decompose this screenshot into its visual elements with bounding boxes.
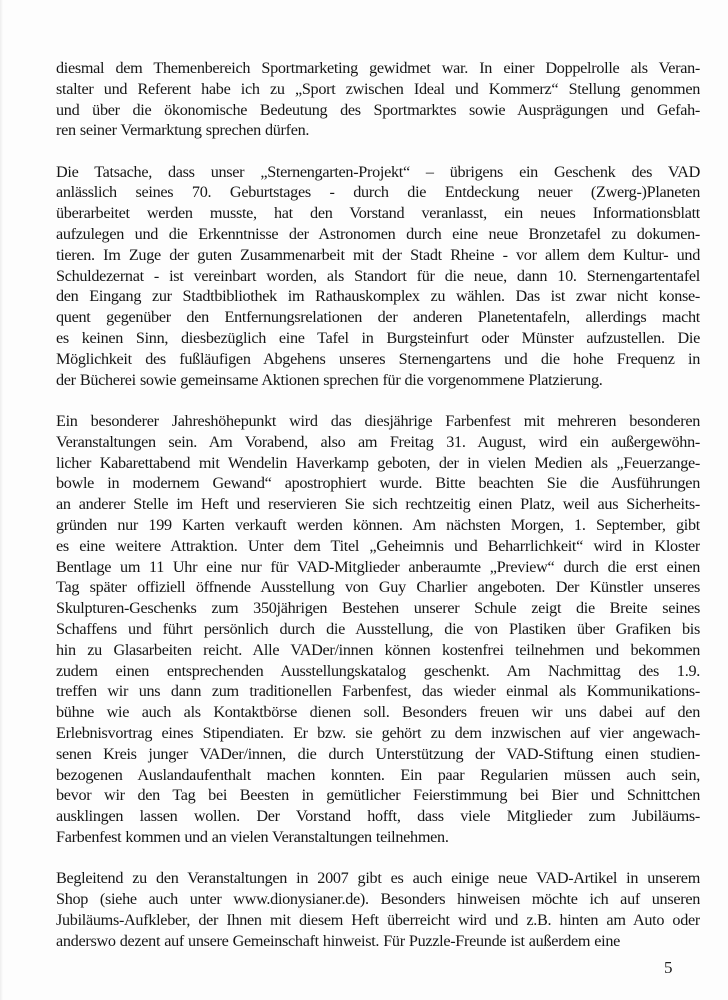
text-line: bevor wir den Tag bei Beesten in gemütlicher Feierstimmung bei Bier und Schnittchen [56,786,700,805]
text-line: bezogenen Auslandaufenthalt machen konnten. Ein paar Regularien müssen auch sein, [56,765,700,784]
text-line: licher Kabarettabend mit Wendelin Haverkamp geboten, der in vielen Medien als „Feuerzange- [56,453,700,472]
text-line: treffen wir uns dann zum traditionellen Farbenfest, das wieder einmal als Kommunikations- [56,682,700,701]
text-line: den Eingang zur Stadtbibliothek im Rathauskomplex zu wählen. Das ist zwar nicht konse- [56,287,700,306]
text-line: Möglichkeit des fußläufigen Abgehens unseres Sternengartens und die hohe Frequenz in [56,349,700,368]
text-line: anlässlich seines 70. Geburtstages - durch die Entdeckung neuer (Zwerg-)Planeten [56,183,700,202]
text-line: Die Tatsache, dass unser „Sternengarten-Projekt“ – übrigens ein Geschenk des VAD [56,162,700,181]
document-body [56,58,700,972]
text-line: der Bücherei sowie gemeinsame Aktionen sprechen für die vorgenommene Platzierung. [56,370,603,389]
text-line: Schuldezernat - ist vereinbart worden, als Standort für die neue, dann 10. Sternengartentafel [56,266,700,285]
paragraph-farbenfest [56,411,700,848]
paragraph-vad-artikel [56,868,700,951]
text-line: aufzulegen und die Erkenntnisse der Astronomen durch eine neue Bronzetafel zu dokumen- [56,225,700,244]
text-line: es eine weitere Attraktion. Unter dem Titel „Geheimnis und Beharrlichkeit“ wird in Kloster [56,536,700,555]
text-line: Begleitend zu den Veranstaltungen in 2007 gibt es auch einige neue VAD-Artikel in unserem [56,869,700,888]
text-line: Bentlage um 11 Uhr eine nur für VAD-Mitglieder anberaumte „Preview“ durch die erst einen [56,557,700,576]
text-line: Erlebnisvortrag eines Stipendiaten. Er bzw. sie gehört zu dem inzwischen auf vier angewach- [56,723,700,742]
text-line: und über die ökonomische Bedeutung des Sportmarktes sowie Ausprägungen und Gefah- [56,100,700,119]
text-line: Ein besonderer Jahreshöhepunkt wird das diesjährige Farbenfest mit mehreren besonderen [56,411,700,430]
text-line: hin zu Glasarbeiten reicht. Alle VADer/innen können kostenfrei teilnehmen und bekommen [56,640,700,659]
text-line: ausklingen lassen wollen. Der Vorstand hofft, dass viele Mitglieder zum Jubiläums- [56,807,700,826]
text-line: Veranstaltungen sein. Am Vorabend, also am Freitag 31. August, wird ein außergewöhn- [56,432,700,451]
text-line: zudem einen entsprechenden Ausstellungskatalog geschenkt. Am Nachmittag des 1.9. [56,661,700,680]
text-line: quent gegenüber den Entfernungsrelationen der anderen Planetentafeln, allerdings macht [56,308,700,327]
text-line: Skulpturen-Geschenks zum 350jährigen Bestehen unserer Schule zeigt die Breite seines [56,599,700,618]
paragraph-sportmarketing [56,58,700,141]
text-line: tieren. Im Zuge der guten Zusammenarbeit mit der Stadt Rheine - vor allem dem Kultur- und [56,245,700,264]
text-line: überarbeitet werden musste, hat den Vorstand veranlasst, ein neues Informationsblatt [56,204,700,223]
text-line: senen Kreis junger VADer/innen, die durch Unterstützung der VAD-Stiftung einen studien- [56,744,700,763]
page-number: 5 [664,958,673,977]
text-line: diesmal dem Themenbereich Sportmarketing gewidmet war. In einer Doppelrolle als Veran- [56,59,700,77]
text-line: Schaffens und führt persönlich durch die Ausstellung, die von Plastiken über Grafiken bis [56,619,700,638]
text-line: bowle in modernem Gewand“ apostrophiert wurde. Bitte beachten Sie die Ausführungen [56,474,700,493]
text-line: es keinen Sinn, diesbezüglich eine Tafel in Burgsteinfurt oder Münster aufzustellen. Die [56,329,700,348]
paragraph-sternengarten-projekt [56,162,700,391]
text-line: Farbenfest kommen und an vielen Veranstaltungen teilnehmen. [56,827,449,846]
text-line: Tag später offiziell öffnende Ausstellung von Guy Charlier angeboten. Der Künstler unseres [56,578,700,597]
text-line: ren seiner Vermarktung sprechen dürfen. [56,121,310,140]
text-line: stalter und Referent habe ich zu „Sport zwischen Ideal und Kommerz“ Stellung genommen [56,79,700,98]
text-line: Shop (siehe auch unter www.dionysianer.de). Besonders hinweisen möchte ich auf unseren [56,889,700,908]
text-line: an anderer Stelle im Heft und reservieren Sie sich rechtzeitig einen Platz, weil aus Sicherheits- [56,495,700,514]
text-line: gründen nur 199 Karten verkauft werden können. Am nächsten Morgen, 1. September, gibt [56,515,700,534]
text-line: bühne wie auch als Kontaktbörse dienen soll. Besonders freuen wir uns dabei auf den [56,703,700,722]
text-line: anderswo dezent auf unsere Gemeinschaft hinweist. Für Puzzle-Freunde ist außerdem eine [56,931,621,950]
text-line: Jubiläums-Aufkleber, der Ihnen mit diesem Heft überreicht wird und z.B. hinten am Auto oder [56,910,700,929]
